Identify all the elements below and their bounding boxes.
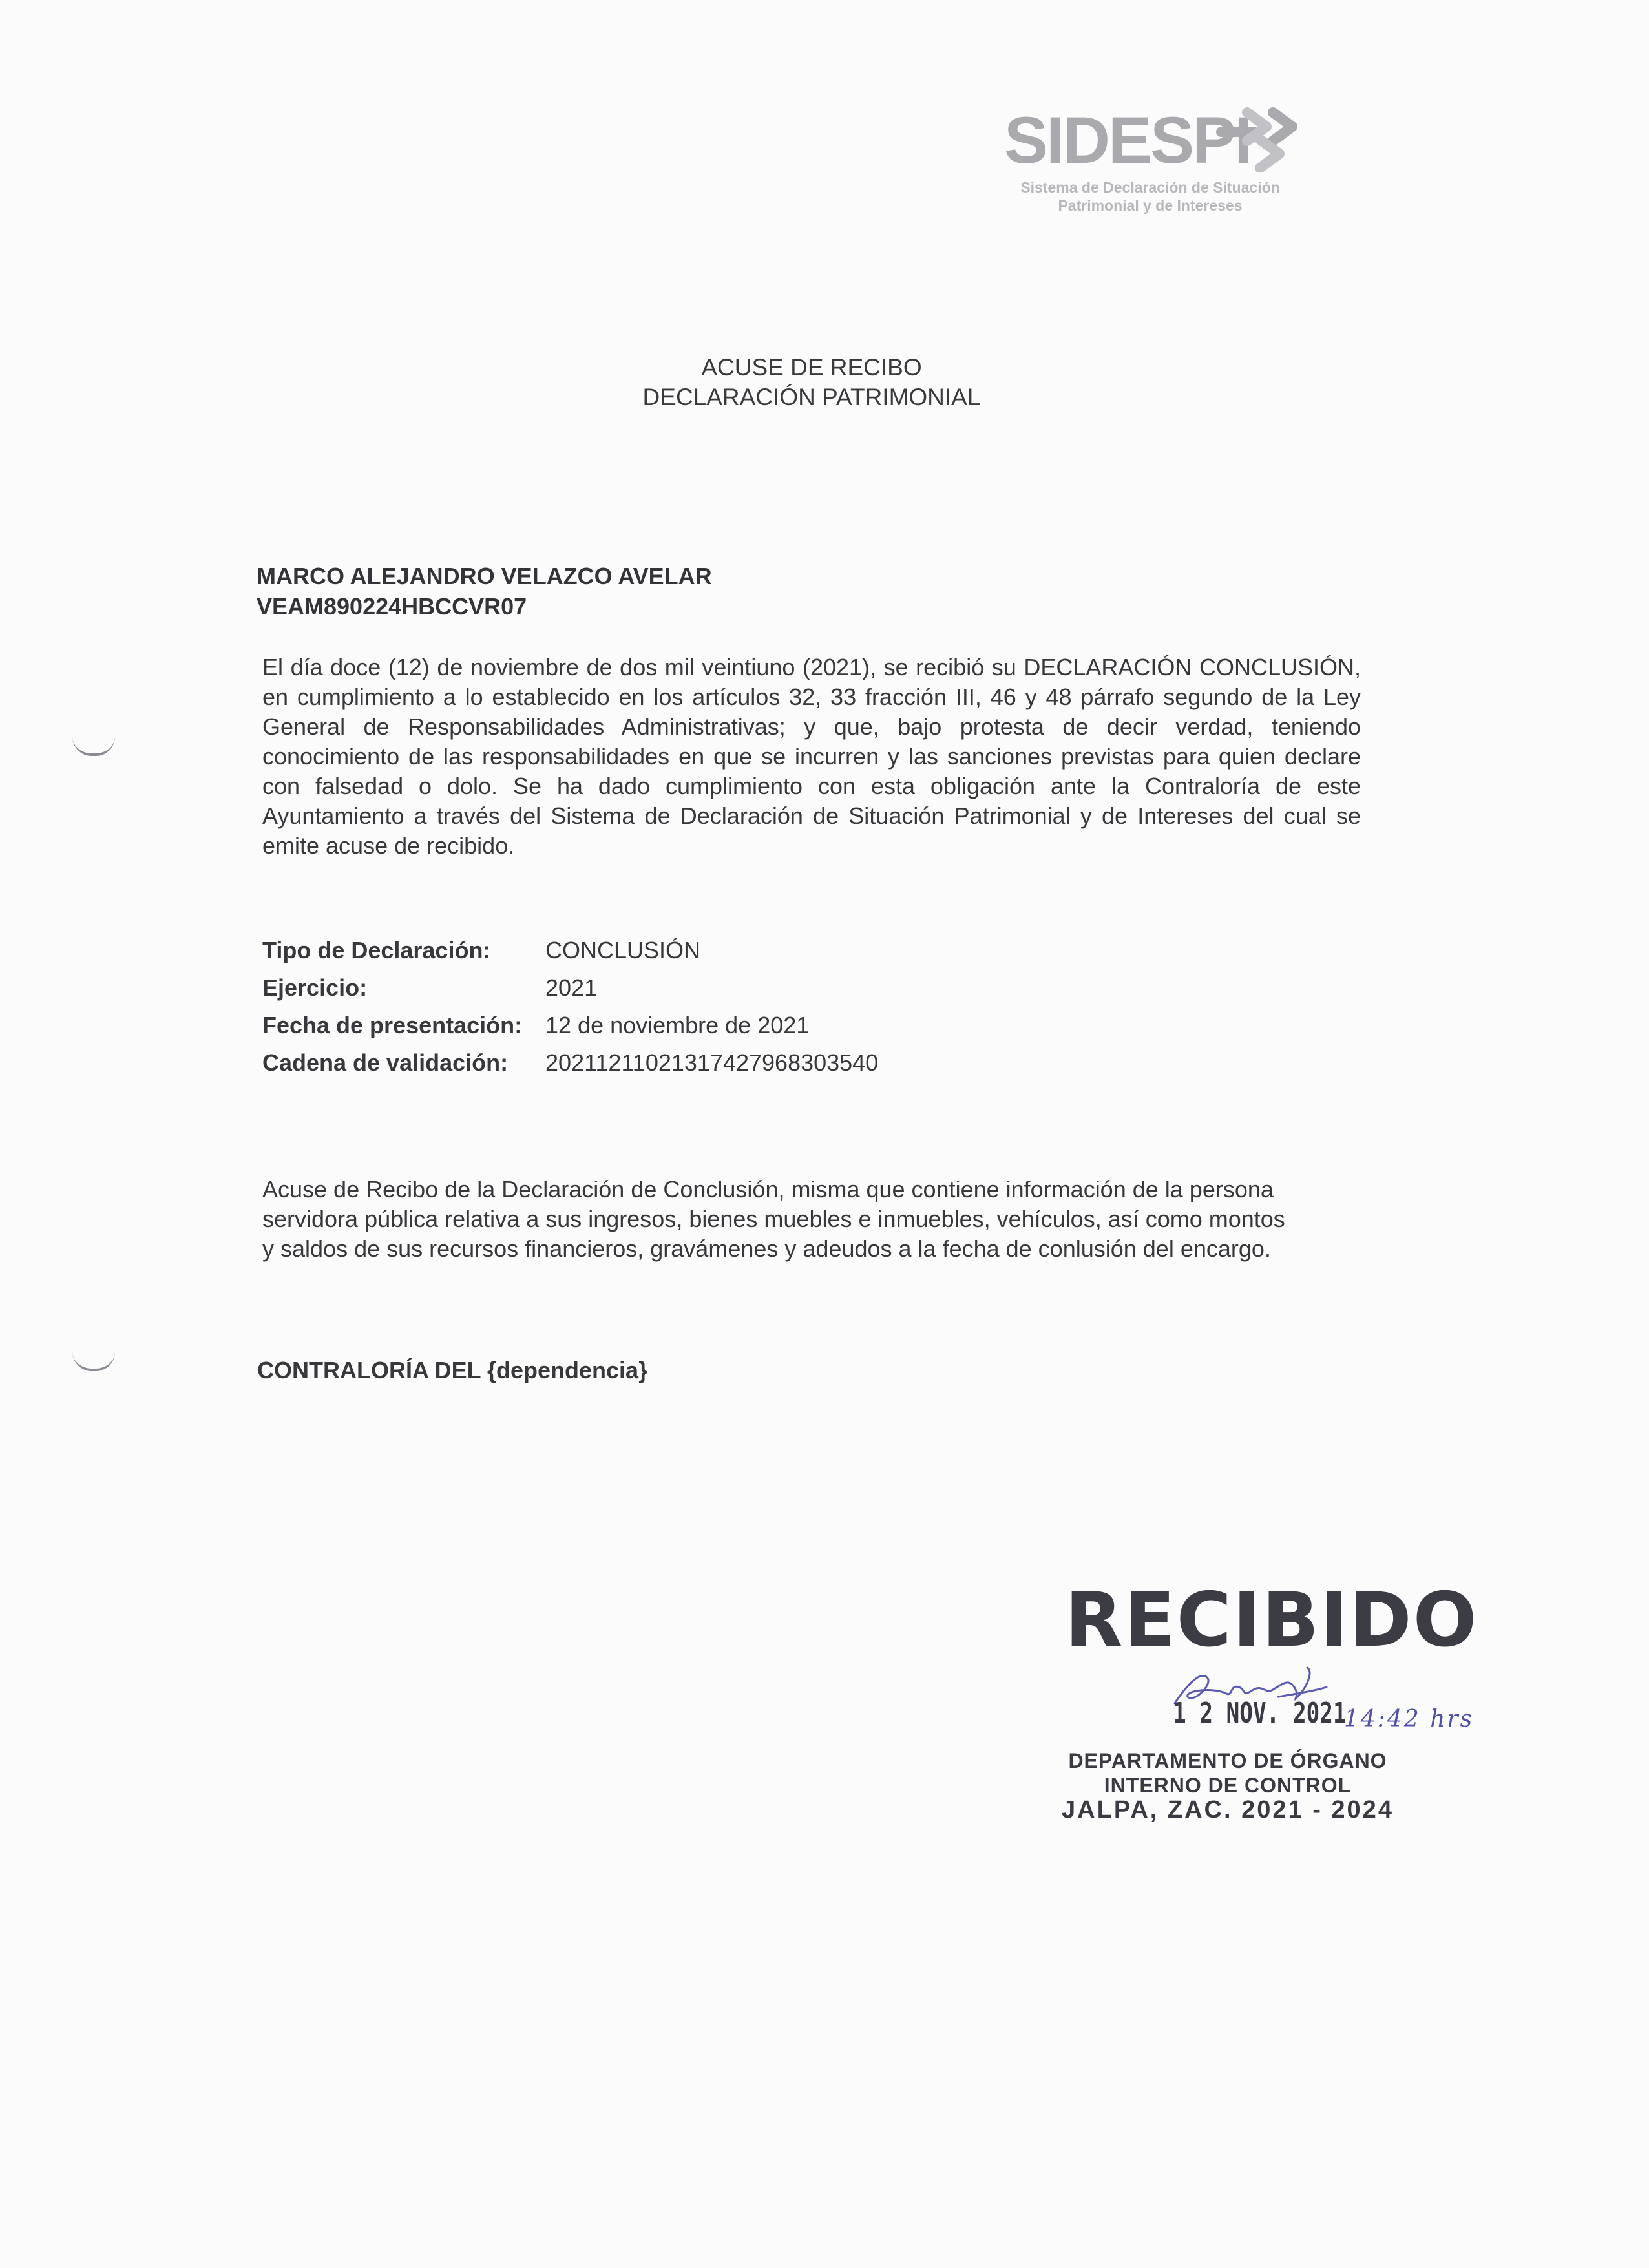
stamp-handwritten-time: 14:42 hrs xyxy=(1344,1706,1475,1732)
detail-label: Fecha de presentación: xyxy=(262,1012,523,1038)
stamp-dept-line3: JALPA, ZAC. 2021 - 2024 xyxy=(1062,1796,1394,1823)
stamp-title: RECIBIDO xyxy=(1065,1577,1478,1664)
detail-value: CONCLUSIÓN xyxy=(545,937,701,963)
summary-line: servidora pública relativa a sus ingresos, bienes muebles e inmuebles, vehículos, así como montos xyxy=(262,1206,1285,1232)
logo-wordmark: SIDESPI xyxy=(1004,103,1251,177)
sidespi-logo xyxy=(995,97,1305,220)
title-line2: DECLARACIÓN PATRIMONIAL xyxy=(642,384,981,410)
logo-subtitle xyxy=(995,178,1305,215)
binder-hole-mark xyxy=(72,1352,115,1371)
declaration-details xyxy=(262,932,878,1082)
received-stamp xyxy=(1053,1577,1506,1842)
detail-row xyxy=(262,1044,878,1082)
detail-row xyxy=(262,969,878,1007)
document-title xyxy=(0,353,1623,412)
detail-value: 2021 xyxy=(545,974,598,1001)
logo-subtitle-line1: Sistema de Declaración de Situación xyxy=(1020,179,1280,196)
logo-subtitle-line2: Patrimonial y de Intereses xyxy=(1058,197,1243,214)
stamp-dept-line1: DEPARTAMENTO DE ÓRGANO xyxy=(1068,1749,1387,1772)
logo-arrows-icon xyxy=(1208,101,1305,172)
body-paragraph: El día doce (12) de noviembre de dos mil veintiuno (2021), se recibió su DECLARACIÓN CONCLUSIÓN, en cumplimiento a lo establecido en los artículos 32, 33 fracción III, 46 y 48 párrafo segundo de la Ley General de Responsabilidades Administrativas; y que, bajo protesta de decir verdad, teniendo conocimiento de las responsabilidades en que se incurren y las sanciones previstas para quien declare con falsedad o dolo. Se ha dado cumplimiento con esta obligación ante la Contraloría de este Ayuntamiento a través del Sistema de Declaración de Situación Patrimonial y de Intereses del cual se emite acuse de recibido. xyxy=(262,654,1361,859)
detail-value: 12 de noviembre de 2021 xyxy=(545,1012,810,1038)
stamp-department xyxy=(1053,1748,1402,1822)
summary-paragraph xyxy=(262,1175,1374,1264)
detail-label: Tipo de Declaración: xyxy=(262,937,491,963)
detail-label: Ejercicio: xyxy=(262,974,368,1001)
summary-line: Acuse de Recibo de la Declaración de Conclusión, misma que contiene información de la persona xyxy=(262,1176,1274,1202)
declarant-name: MARCO ALEJANDRO VELAZCO AVELAR xyxy=(257,563,712,589)
binder-hole-mark xyxy=(72,737,115,756)
detail-value: 20211211021317427968303540 xyxy=(545,1049,879,1076)
detail-row xyxy=(262,932,878,969)
detail-row xyxy=(262,1007,878,1044)
detail-label: Cadena de validación: xyxy=(262,1049,509,1076)
contraloria-signature-line: CONTRALORÍA DEL {dependencia} xyxy=(257,1357,648,1383)
declarant-block xyxy=(257,561,712,622)
declarant-rfc: VEAM890224HBCCVR07 xyxy=(257,593,527,620)
stamp-date: 1 2 NOV. 2021 xyxy=(1173,1697,1347,1730)
summary-line: y saldos de sus recursos financieros, gravámenes y adeudos a la fecha de conlusión del encargo. xyxy=(262,1235,1271,1262)
title-line1: ACUSE DE RECIBO xyxy=(701,354,922,381)
stamp-dept-line2: INTERNO DE CONTROL xyxy=(1104,1774,1352,1797)
